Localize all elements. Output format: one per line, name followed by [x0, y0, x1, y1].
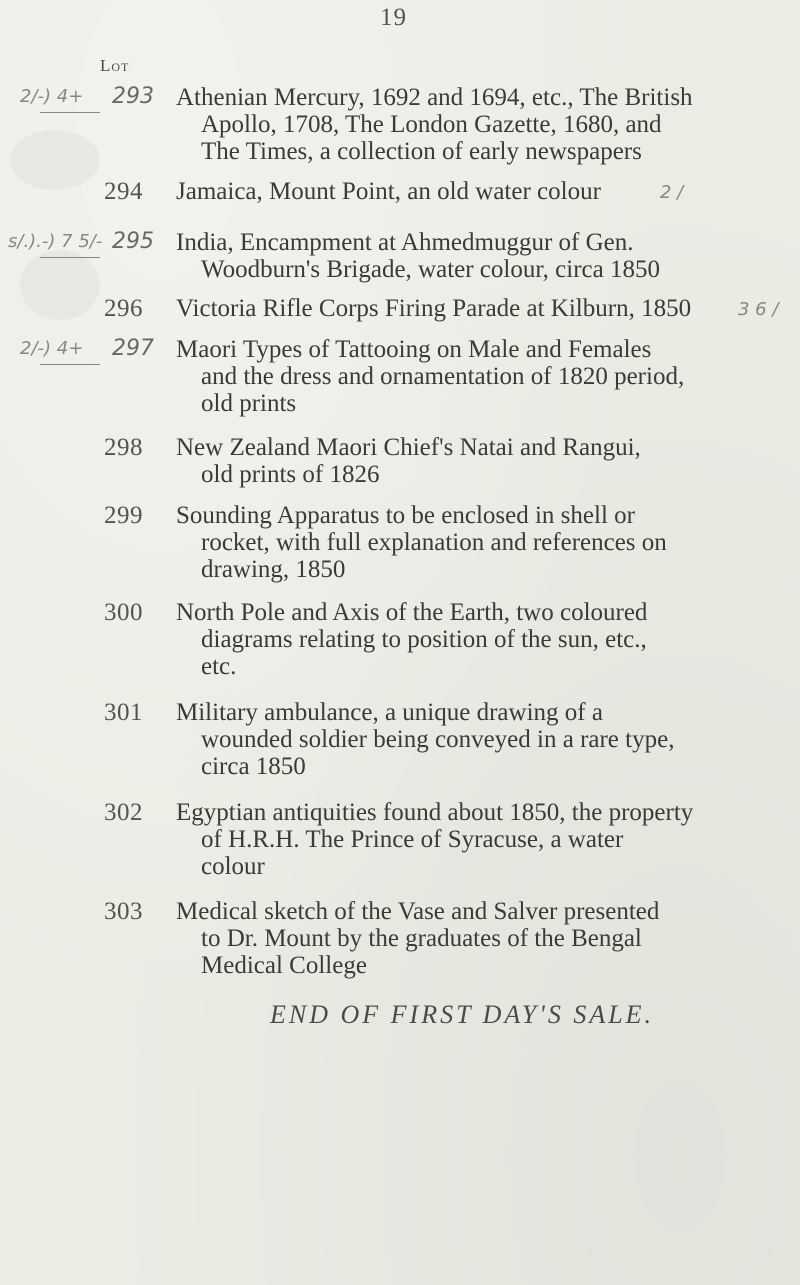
- lot-description: [176, 229, 660, 283]
- lot-text-line: colour: [201, 853, 265, 880]
- paper-smudge: [20, 250, 100, 320]
- lot-text-line: North Pole and Axis of the Earth, two coloured: [176, 599, 648, 626]
- lot-number: 294: [104, 178, 143, 205]
- annotation-underline: [40, 257, 100, 258]
- lot-number: 299: [104, 502, 143, 529]
- lot-text-line: Military ambulance, a unique drawing of a: [176, 699, 603, 726]
- lot-text-line: Egyptian antiquities found about 1850, the property: [176, 799, 694, 826]
- lot-description: [176, 295, 691, 322]
- lot-text-line: Jamaica, Mount Point, an old water colour: [176, 178, 601, 205]
- lot-text-line: to Dr. Mount by the graduates of the Bengal: [201, 925, 642, 952]
- lot-text-line: circa 1850: [201, 753, 306, 780]
- lot-description: [176, 502, 667, 583]
- lot-text-line: Sounding Apparatus to be enclosed in shell or: [176, 502, 635, 529]
- paper-smudge: [10, 130, 100, 190]
- lot-description: [176, 336, 684, 417]
- end-of-sale-note: END OF FIRST DAY'S SALE.: [270, 1000, 655, 1029]
- lot-text-line: Woodburn's Brigade, water colour, circa 1850: [201, 256, 660, 283]
- lot-text-line: India, Encampment at Ahmedmuggur of Gen.: [176, 229, 634, 256]
- page-number: 19: [380, 4, 407, 31]
- lot-text-line: of H.R.H. The Prince of Syracuse, a water: [201, 826, 624, 853]
- lot-description: [176, 898, 659, 979]
- lot-description: [176, 699, 674, 780]
- lot-text-line: Medical sketch of the Vase and Salver presented: [176, 898, 660, 925]
- lot-text-line: diagrams relating to position of the sun, etc.,: [201, 626, 647, 653]
- lot-text-line: Maori Types of Tattooing on Male and Females: [176, 336, 652, 363]
- right-margin-annotation: 3 6 /: [738, 299, 779, 320]
- annotation-underline: [40, 112, 100, 113]
- lot-text-line: and the dress and ornamentation of 1820 period,: [201, 363, 685, 390]
- lot-number: 298: [104, 434, 143, 461]
- lot-text-line: Athenian Mercury, 1692 and 1694, etc., The British: [176, 84, 693, 111]
- lot-description: [176, 84, 693, 165]
- lot-number: 303: [104, 898, 143, 925]
- lot-description: [176, 178, 601, 205]
- lot-description: [176, 599, 647, 680]
- lot-text-line: old prints: [201, 390, 297, 417]
- lot-number: 296: [104, 295, 143, 322]
- margin-annotation: 2/-) 4+: [20, 338, 84, 359]
- margin-annotation: s/.).-) 7 5/-: [8, 231, 103, 252]
- lot-description: [176, 799, 693, 880]
- margin-annotation: 2/-) 4+: [20, 86, 84, 107]
- lot-number: 302: [104, 799, 143, 826]
- lot-number: 295: [112, 229, 154, 254]
- lot-text-line: wounded soldier being conveyed in a rare type,: [201, 726, 675, 753]
- lot-number: 301: [104, 699, 143, 726]
- lot-text-line: drawing, 1850: [201, 556, 346, 583]
- lot-text-line: The Times, a collection of early newspapers: [201, 138, 642, 165]
- right-margin-annotation: 2 /: [660, 182, 684, 203]
- lot-number: 300: [104, 599, 143, 626]
- lot-text-line: Medical College: [201, 952, 367, 979]
- annotation-underline: [40, 364, 100, 365]
- lot-number: 297: [112, 336, 154, 361]
- lot-text-line: etc.: [201, 653, 237, 680]
- lot-text-line: old prints of 1826: [201, 461, 380, 488]
- lot-text-line: Apollo, 1708, The London Gazette, 1680, and: [201, 111, 662, 138]
- lot-column-header: Lot: [100, 56, 130, 75]
- lot-text-line: rocket, with full explanation and references on: [201, 529, 667, 556]
- lot-description: [176, 434, 641, 488]
- lot-number: 293: [112, 84, 154, 109]
- lot-text-line: New Zealand Maori Chief's Natai and Rangui,: [176, 434, 641, 461]
- lot-text-line: Victoria Rifle Corps Firing Parade at Kilburn, 1850: [176, 295, 692, 322]
